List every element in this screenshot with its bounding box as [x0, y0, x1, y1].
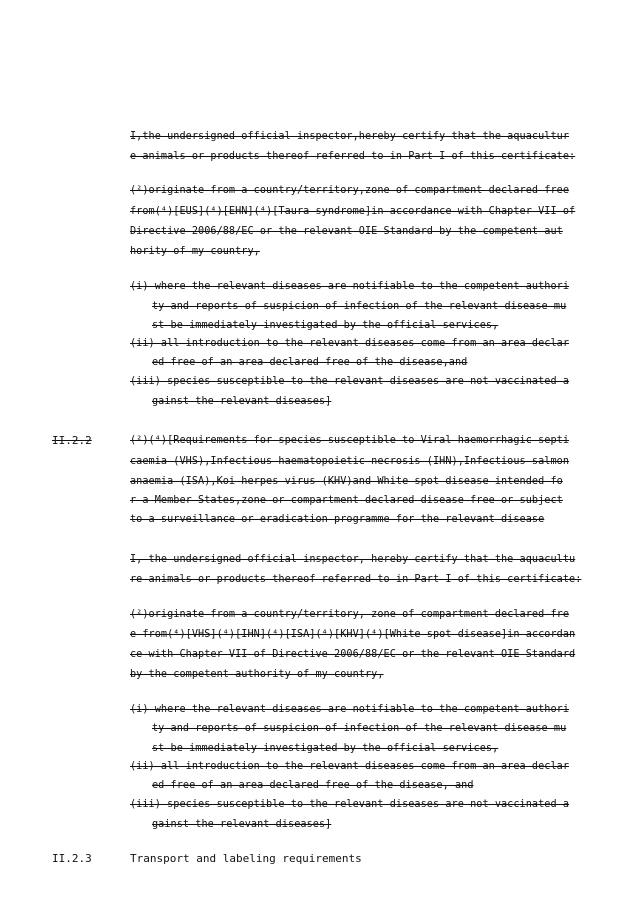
sec222-line4: r a Member States,zone or compartment declared disease free or subject	[130, 495, 563, 506]
section-number-2-2-3: II.2.3	[52, 852, 92, 865]
sec222-line1: (²)(⁴)[Requirements for species susceptible to Viral haemorrhagic septi	[130, 435, 570, 446]
list2-item2-line2: ed free of an area declared free of the disease, and	[152, 780, 474, 791]
para2-line4: hority of my country,	[130, 246, 260, 257]
sec222-line5: to a surveillance or eradication programme for the relevant disease	[130, 514, 545, 525]
list1-item1-line2: ty and reports of suspicion of infection of the relevant disease mu	[152, 301, 567, 312]
list1-item2-line1: (ii) all introduction to the relevant diseases come from an area declar	[130, 338, 570, 349]
para1-line1: I,the undersigned official inspector,hereby certify that the aquacultur	[130, 131, 570, 142]
list1-item1-line3: st be immediately investigated by the official services,	[152, 320, 499, 331]
para4-line2: e from(⁴)[VHS](⁴)[IHN](⁴)[ISA](⁴)[KHV](⁴)[White spot disease]in accordan	[130, 629, 576, 640]
para4-line3: ce with Chapter VII of Directive 2006/88/EC or the relevant OIE Standard	[130, 649, 576, 660]
sec222-line2: caemia (VHS),Infectious haematopoietic necrosis (IHN),Infectious salmon	[130, 456, 570, 467]
section-title-transport: Transport and labeling requirements	[130, 852, 362, 865]
sec222-line3: anaemia (ISA),Koi herpes virus (KHV)and White spot disease intended fo	[130, 476, 563, 487]
list1-item2-line2: ed free of an area declared free of the disease,and	[152, 357, 468, 368]
section-number-2-2-2: II.2.2	[52, 434, 92, 447]
para2-line1: (²)originate from a country/territory,zone of compartment declared free	[130, 185, 570, 196]
para4-line4: by the competent authority of my country,	[130, 669, 384, 680]
list2-item1-line2: ty and reports of suspicion of infection of the relevant disease mu	[152, 723, 567, 734]
para2-line2: from(⁴)[EUS](⁴)[EHN](⁴)[Taura syndrome]in accordance with Chapter VII of	[130, 206, 576, 217]
para3-line2: re animals or products thereof referred to in Part I of this certificate:	[130, 574, 582, 585]
list1-item3-line1: (iii) species susceptible to the relevant diseases are not vaccinated a	[130, 376, 570, 387]
list2-item1-line1: (i) where the relevant diseases are notifiable to the competent authori	[130, 704, 570, 715]
para3-line1: I, the undersigned official inspector, hereby certify that the aquacultu	[130, 554, 576, 565]
para4-line1: (²)originate from a country/territory, zone of compartment declared fre	[130, 609, 570, 620]
list1-item3-line2: gainst the relevant diseases]	[152, 396, 332, 407]
list2-item3-line2: gainst the relevant diseases]	[152, 819, 332, 830]
list2-item3-line1: (iii) species susceptible to the relevant diseases are not vaccinated a	[130, 799, 570, 810]
list2-item1-line3: st be immediately investigated by the official services,	[152, 743, 499, 754]
list1-item1-line1: (i) where the relevant diseases are notifiable to the competent authori	[130, 281, 570, 292]
list2-item2-line1: (ii) all introduction to the relevant diseases come from an area declar	[130, 761, 570, 772]
para2-line3: Directive 2006/88/EC or the relevant OIE Standard by the competent aut	[130, 226, 563, 237]
para1-line2: e animals or products thereof referred to in Part I of this certificate:	[130, 151, 576, 162]
